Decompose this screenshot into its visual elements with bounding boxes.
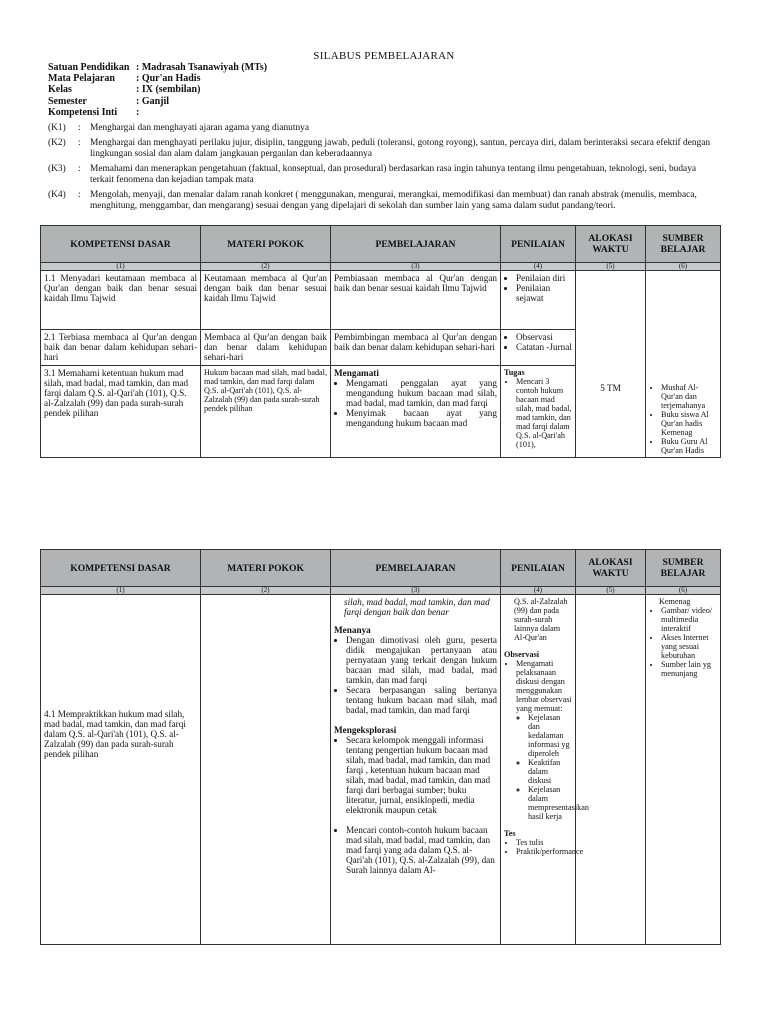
index-row <box>41 587 721 595</box>
col-header: PEMBELAJARAN <box>331 550 501 587</box>
list-item: • Observasi <box>516 332 572 342</box>
list-item: • Gambar/ video/ multimedia interaktif <box>661 606 717 633</box>
section-heading: Tugas <box>504 368 525 378</box>
section-heading: Tes <box>504 829 516 838</box>
col-header: ALOKASI WAKTU <box>576 550 646 587</box>
section-heading: Mengamati <box>334 368 379 379</box>
col-header: KOMPETENSI DASAR <box>41 550 201 587</box>
col-header: ALOKASI WAKTU <box>576 226 646 263</box>
list-item: • Penilaian diri <box>516 273 572 283</box>
pb-cell <box>331 366 501 458</box>
aw-value: 5 TM <box>600 383 621 393</box>
list-item: • Tes tulis <box>516 838 572 847</box>
meta-label: Kelas <box>48 84 72 96</box>
kd-cell: 3.1 Memahami ketentuan hukum mad silah, mad badal, mad tamkin, dan mad farqi dalam Q.S. al-Qari'ah (101), Q.S. al-Zalzalah (99) dan pada surah-surah pendek pilihan <box>41 366 201 458</box>
pb-cell: Pembiasaan membaca al Qur'an dengan baik dan benar sesuai kaidah Ilmu Tajwid <box>331 271 501 330</box>
meta-row <box>48 96 267 107</box>
list-item: • Mencari 3 contoh hukum bacaan mad silah, mad badal, mad tamkin, dan mad farqi dalam Q.S. al-Qari'ah (101), <box>516 377 572 449</box>
pn-cell <box>501 595 589 945</box>
ki-code: (K4) <box>48 190 66 200</box>
ki-code: (K3) <box>48 164 66 174</box>
pn-cell <box>501 329 576 366</box>
list-item: • Penilaian sejawat <box>516 283 572 303</box>
kd-cell: 2.1 Terbiasa membaca al Qur'an dengan baik dan benar dalam kehidupan sehari-hari <box>41 329 201 366</box>
aw-cell <box>576 271 646 458</box>
list-item: • Mushaf Al-Qur'an dan terjemahanya <box>661 383 717 410</box>
kd-cell: 1.1 Menyadari keutamaan membaca al Qur'an dengan baik dan benar sesuai kaidah Ilmu Tajwid <box>41 271 201 330</box>
col-index: (1) <box>41 587 201 595</box>
col-header: PENILAIAN <box>501 550 576 587</box>
section-heading: Mengeksplorasi <box>334 725 397 735</box>
section-heading: Menanya <box>334 625 371 635</box>
list-item: • Sumber lain yg menunjang <box>661 660 717 678</box>
pn-cell <box>501 271 576 330</box>
page-title: SILABUS PEMBELAJARAN <box>313 50 455 62</box>
col-index: (3) <box>331 263 501 271</box>
syllabus-table-2 <box>40 549 721 945</box>
list-item: • Mencari contoh-contoh hukum bacaan mad silah, mad badal, mad tamkin, dan mad farqi yang ada dalam Q.S. al-Qari'ah (101), Q.S. al-Zalzalah (99), dan Surah lainnya dalam Al- <box>346 825 497 875</box>
mp-cell: Membaca al Qur'an dengan baik dan benar dalam kehidupan sehari-hari <box>201 329 331 366</box>
list-item: • Secara kelompok menggali informasi tentang pengertian hukum bacaan mad silah, mad badal, mad tamkin, dan mad farqi , ketentuan hukum bacaan mad silah, mad badal, mad tamkin, dan mad farqi dari berbagai sumber; buku literatur, jurnal, ensiklopedi, media elektronik maupun cetak <box>346 735 497 815</box>
meta-row <box>48 84 267 95</box>
meta-label: Semester <box>48 95 87 107</box>
list-item: • Secara berpasangan saling bertanya tentang hukum bacaan mad silah, mad badal, mad tamkin, dan mad farqi <box>346 685 497 715</box>
ki-item: (K4) : Mengolah, menyaji, dan menalar dalam ranah konkret ( menggunakan, mengurai, merangkai, memodifikasi dan membuat) dan ranah abstrak (menulis, membaca, menghitung, menggambar, dan mengarang) sesuai dengan yang dipelajari di sekolah dan sumber lain yang sama dalam sudut pandang/teori. <box>48 190 718 212</box>
aw-cell <box>576 595 646 945</box>
sb-continued: Kemenag <box>659 597 691 606</box>
col-index: (5) <box>576 263 646 271</box>
meta-row <box>48 73 267 84</box>
list-item: ◦ Keaktifan dalam diskusi <box>528 758 572 785</box>
col-index: (3) <box>331 587 501 595</box>
meta-value: : <box>136 106 140 118</box>
list-item: • Mengamati penggalan ayat yang mengandung hukum bacaan mad silah, mad badal, mad tamkin, dan mad farqi <box>346 378 497 408</box>
meta-label: Kompetensi Inti <box>48 106 118 118</box>
mp-cell: Hukum bacaan mad silah, mad badal, mad tamkin, dan mad farqi dalam Q.S. al-Qari'ah (101), Q.S. al-Zalzalah (99) dan pada surah-surah pendek pilihan <box>201 366 331 458</box>
col-index: (2) <box>201 587 331 595</box>
list-item: • Praktik/performance <box>516 847 572 856</box>
meta-value: : Ganjil <box>136 95 170 107</box>
table-row <box>41 595 721 945</box>
col-header: MATERI POKOK <box>201 226 331 263</box>
pb-cell: Pembimbingan membaca al Qur'an dengan baik dan benar dalam kehidupan sehari-hari <box>331 329 501 366</box>
syllabus-table-1 <box>40 225 721 458</box>
col-header: SUMBER BELAJAR <box>646 550 721 587</box>
col-header: PENILAIAN <box>501 226 576 263</box>
ki-text: Menghargai dan menghayati perilaku jujur, disiplin, tanggung jawab, peduli (toleransi, gotong royong), santun, percaya diri, dalam berinteraksi secara efektif dengan lingkungan sosial dan alam dalam jangkauan pergaulan dan keberadaannya <box>90 138 711 159</box>
pn-continued: Q.S. al-Zalzalah (99) dan pada surah-surah lainnya dalam Al-Qur'an <box>514 597 568 642</box>
index-row <box>41 263 721 271</box>
kd-cell <box>41 595 201 945</box>
table-row <box>41 271 721 330</box>
list-item: ◦ Kejelasan dalam mempresentasikan hasil kerja <box>528 785 572 821</box>
list-item: • Dengan dimotivasi oleh guru, peserta didik mengajukan pertanyaan atau pernyataan yang terkait dengan hukum bacaan mad silah, mad badal, mad tamkin, dan mad farqi <box>346 635 497 685</box>
ki-item: (K1) : Menghargai dan menghayati ajaran agama yang dianutnya <box>48 123 718 134</box>
meta-row <box>48 107 267 118</box>
list-item: • Catatan -Jurnal <box>516 342 572 352</box>
pb-continued: silah, mad badal, mad tamkin, dan mad farqi dengan baik dan benar <box>344 597 490 617</box>
mp-cell: Keutamaan membaca al Qur'an dengan baik dan benar sesuai kaidah Ilmu Tajwid <box>201 271 331 330</box>
list-item: • Buku Guru Al Qur'an Hadis <box>661 437 717 455</box>
ki-text: Menghargai dan menghayati ajaran agama yang dianutnya <box>90 123 310 133</box>
list-item: • Menyimak bacaan ayat yang mengandung hukum bacaan mad <box>346 408 497 428</box>
col-index: (6) <box>646 587 721 595</box>
ki-code: (K2) <box>48 138 66 148</box>
section-heading: Observasi <box>504 650 540 659</box>
meta-block <box>48 62 267 118</box>
meta-value: : Madrasah Tsanawiyah (MTs) <box>136 62 268 73</box>
list-item: ◦ Kejelasan dan kedalaman informasi yg diperoleh <box>528 713 572 758</box>
col-index: (2) <box>201 263 331 271</box>
sb-cell <box>646 595 721 945</box>
col-index: (5) <box>576 587 646 595</box>
col-header: MATERI POKOK <box>201 550 331 587</box>
col-index: (4) <box>501 587 576 595</box>
sb-cell <box>646 271 721 458</box>
col-header: PEMBELAJARAN <box>331 226 501 263</box>
meta-label: Satuan Pendidikan <box>48 62 130 73</box>
kompetensi-inti-list <box>48 123 718 216</box>
ki-item: (K3) : Memahami dan menerapkan pengetahuan (faktual, konseptual, dan prosedural) berdasarkan rasa ingin tahunya tentang ilmu pengetahuan, teknologi, seni, budaya terkait fenomena dan kejadian tampak mata <box>48 164 718 186</box>
meta-row <box>48 62 267 73</box>
meta-value: : Qur'an Hadis <box>136 73 201 85</box>
meta-label: Mata Pelajaran <box>48 73 115 85</box>
obs-main: Mengamati pelaksanaan diskusi dengan menggunakan lembar observasi yang memuat: <box>516 659 572 713</box>
col-index: (1) <box>41 263 201 271</box>
meta-value: : IX (sembilan) <box>136 84 201 96</box>
ki-code: (K1) <box>48 123 66 133</box>
ki-item: (K2) : Menghargai dan menghayati perilaku jujur, disiplin, tanggung jawab, peduli (toleransi, gotong royong), santun, percaya diri, dalam berinteraksi secara efektif dengan lingkungan sosial dan alam dalam jangkauan pergaulan dan keberadaannya <box>48 138 718 160</box>
pn-cell <box>501 366 576 458</box>
pb-cell <box>331 595 501 945</box>
ki-text: Mengolah, menyaji, dan menalar dalam ranah konkret ( menggunakan, mengurai, merangkai, memodifikasi dan membuat) dan ranah abstrak (menulis, membaca, menghitung, menggambar, dan mengarang) sesuai dengan yang dipelajari di sekolah dan sumber lain yang sama dalam sudut pandang/teori. <box>90 190 697 211</box>
kd-text: 4.1 Mempraktikkan hukum mad silah, mad badal, mad tamkin, dan mad farqi dalam Q.S. al-Qari'ah (101), Q.S. al-Zalzalah (99) dan pada surah-surah pendek pilihan <box>44 709 186 759</box>
mp-cell <box>201 595 331 945</box>
col-header: KOMPETENSI DASAR <box>41 226 201 263</box>
list-item <box>516 659 589 821</box>
table-header-row <box>41 226 721 263</box>
table-header-row <box>41 550 721 587</box>
list-item: • Akses Internet yang sesuai kebutuhan <box>661 633 717 660</box>
col-index: (6) <box>646 263 721 271</box>
col-index: (4) <box>501 263 576 271</box>
col-header: SUMBER BELAJAR <box>646 226 721 263</box>
list-item: • Buku siswa Al Qur'an hadis Kemenag <box>661 410 717 437</box>
ki-text: Memahami dan menerapkan pengetahuan (faktual, konseptual, dan prosedural) berdasarkan rasa ingin tahunya tentang ilmu pengetahuan, teknologi, seni, budaya terkait fenomena dan kejadian tampak mata <box>90 164 697 185</box>
